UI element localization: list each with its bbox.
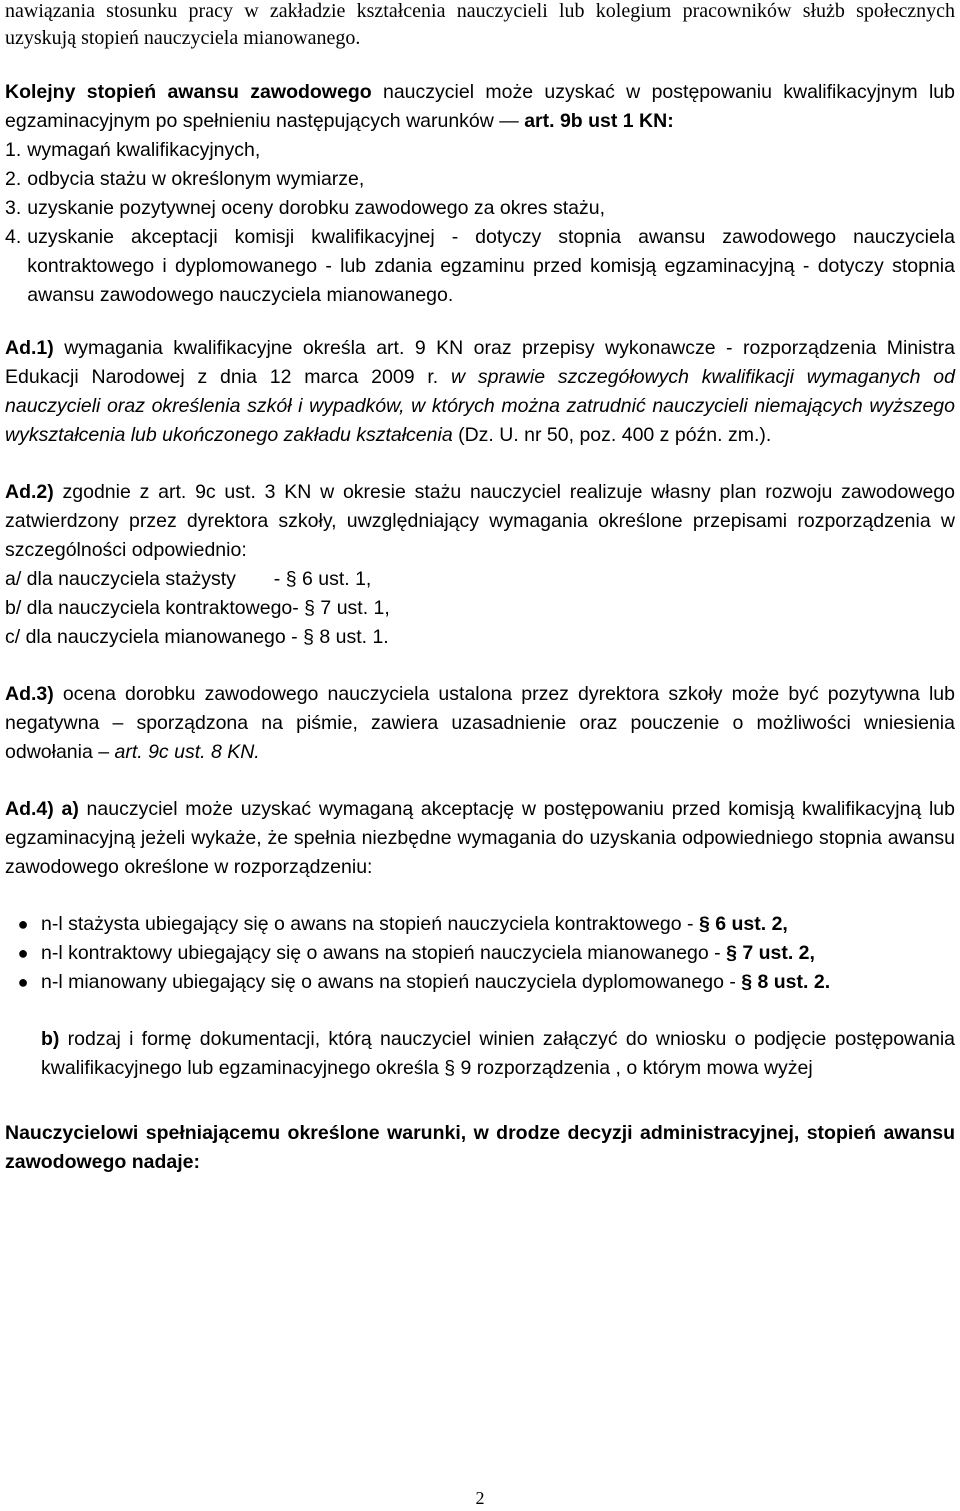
- list-item: ● n-l stażysta ubiegający się o awans na stopień nauczyciela kontraktowego - § 6 ust. 2,: [5, 910, 955, 939]
- ad2-item: c/ dla nauczyciela mianowanego - § 8 ust. 1.: [5, 626, 389, 648]
- ad2-item: b/ dla nauczyciela kontraktowego- § 7 ust. 1,: [5, 597, 390, 619]
- bullet-icon: ●: [17, 972, 29, 992]
- list-item: 4. uzyskanie akceptacji komisji kwalifikacyjnej - dotyczy stopnia awansu zawodowego nauczyciela kontraktowego i dyplomowanego - lub zdania egzaminu przed komisją egzaminacyjną - dotyczy stopnia awansu zawodowego nauczyciela mianowanego.: [5, 226, 955, 306]
- ad4-label: Ad.4) a): [5, 798, 79, 820]
- list-item: 3. uzyskanie pozytywnej oceny dorobku zawodowego za okres stażu,: [5, 197, 606, 219]
- promotion-text: nauczyciel może uzyskać w postępowaniu kwalifikacyjnym lub egzaminacyjnym po spełnieniu następujących warunków —: [5, 81, 955, 132]
- bullet-icon: ●: [17, 914, 29, 934]
- ad3-label: Ad.3): [5, 683, 54, 705]
- ad2-label: Ad.2): [5, 481, 54, 503]
- ad4b-paragraph: b) rodzaj i formę dokumentacji, którą nauczyciel winien załączyć do wniosku o podjęcie postępowania kwalifikacyjnego lub egzaminacyjnego określa § 9 rozporządzenia , o którym mowa wyżej: [41, 1028, 955, 1079]
- conditions-list: [5, 136, 955, 310]
- list-item: 2. odbycia stażu w określonym wymiarze,: [5, 168, 365, 190]
- ad1-paragraph: Ad.1) wymagania kwalifikacyjne określa art. 9 KN oraz przepisy wykonawcze - rozporządzenia Ministra Edukacji Narodowej z dnia 12 marca 2009 r. w sprawie szczegółowych kwalifikacji wymaganych od nauczycieli oraz określenia szkół i wypadków, w których można zatrudnić nauczycieli niemających wyższego wykształcenia lub ukończonego zakładu kształcenia (Dz. U. nr 50, poz. 400 z późn. zm.).: [5, 337, 955, 446]
- promotion-lead: Kolejny stopień awansu zawodowego: [5, 81, 372, 103]
- page-number: 2: [475, 1488, 485, 1508]
- ad2-paragraph: Ad.2) zgodnie z art. 9c ust. 3 KN w okresie stażu nauczyciel realizuje własny plan rozwoju zawodowego zatwierdzony przez dyrektora szkoły, uwzględniający wymagania określone przepisami rozporządzenia w szczególności odpowiednio:: [5, 481, 955, 561]
- intro-paragraph: nawiązania stosunku pracy w zakładzie kształcenia nauczycieli lub kolegium pracowników służb społecznych uzyskują stopień nauczyciela mianowanego.: [5, 0, 955, 49]
- promotion-paragraph: [5, 78, 955, 136]
- ad3-paragraph: Ad.3) ocena dorobku zawodowego nauczyciela ustalona przez dyrektora szkoły może być pozytywna lub negatywna – sporządzona na piśmie, zawiera uzasadnienie oraz pouczenie o możliwości wniesienia odwołania – art. 9c ust. 8 KN.: [5, 683, 955, 763]
- closing-paragraph: Nauczycielowi spełniającemu określone warunki, w drodze decyzji administracyjnej, stopień awansu zawodowego nadaje:: [5, 1122, 955, 1173]
- bullet-icon: ●: [17, 943, 29, 963]
- ad4-paragraph: Ad.4) a) nauczyciel może uzyskać wymaganą akceptację w postępowaniu przed komisją kwalifikacyjną lub egzaminacyjną jeżeli wykaże, że spełnia niezbędne wymagania do uzyskania odpowiedniego stopnia awansu zawodowego określone w rozporządzeniu:: [5, 798, 955, 878]
- list-item: ● n-l kontraktowy ubiegający się o awans na stopień nauczyciela mianowanego - § 7 ust. 2,: [5, 939, 955, 968]
- list-item: 1. wymagań kwalifikacyjnych,: [5, 139, 261, 161]
- list-item: ● n-l mianowany ubiegający się o awans na stopień nauczyciela dyplomowanego - § 8 ust. 2.: [5, 968, 955, 997]
- ad2-item: a/ dla nauczyciela stażysty - § 6 ust. 1,: [5, 568, 372, 590]
- ad1-label: Ad.1): [5, 337, 54, 359]
- promotion-ref: art. 9b ust 1 KN:: [524, 110, 674, 132]
